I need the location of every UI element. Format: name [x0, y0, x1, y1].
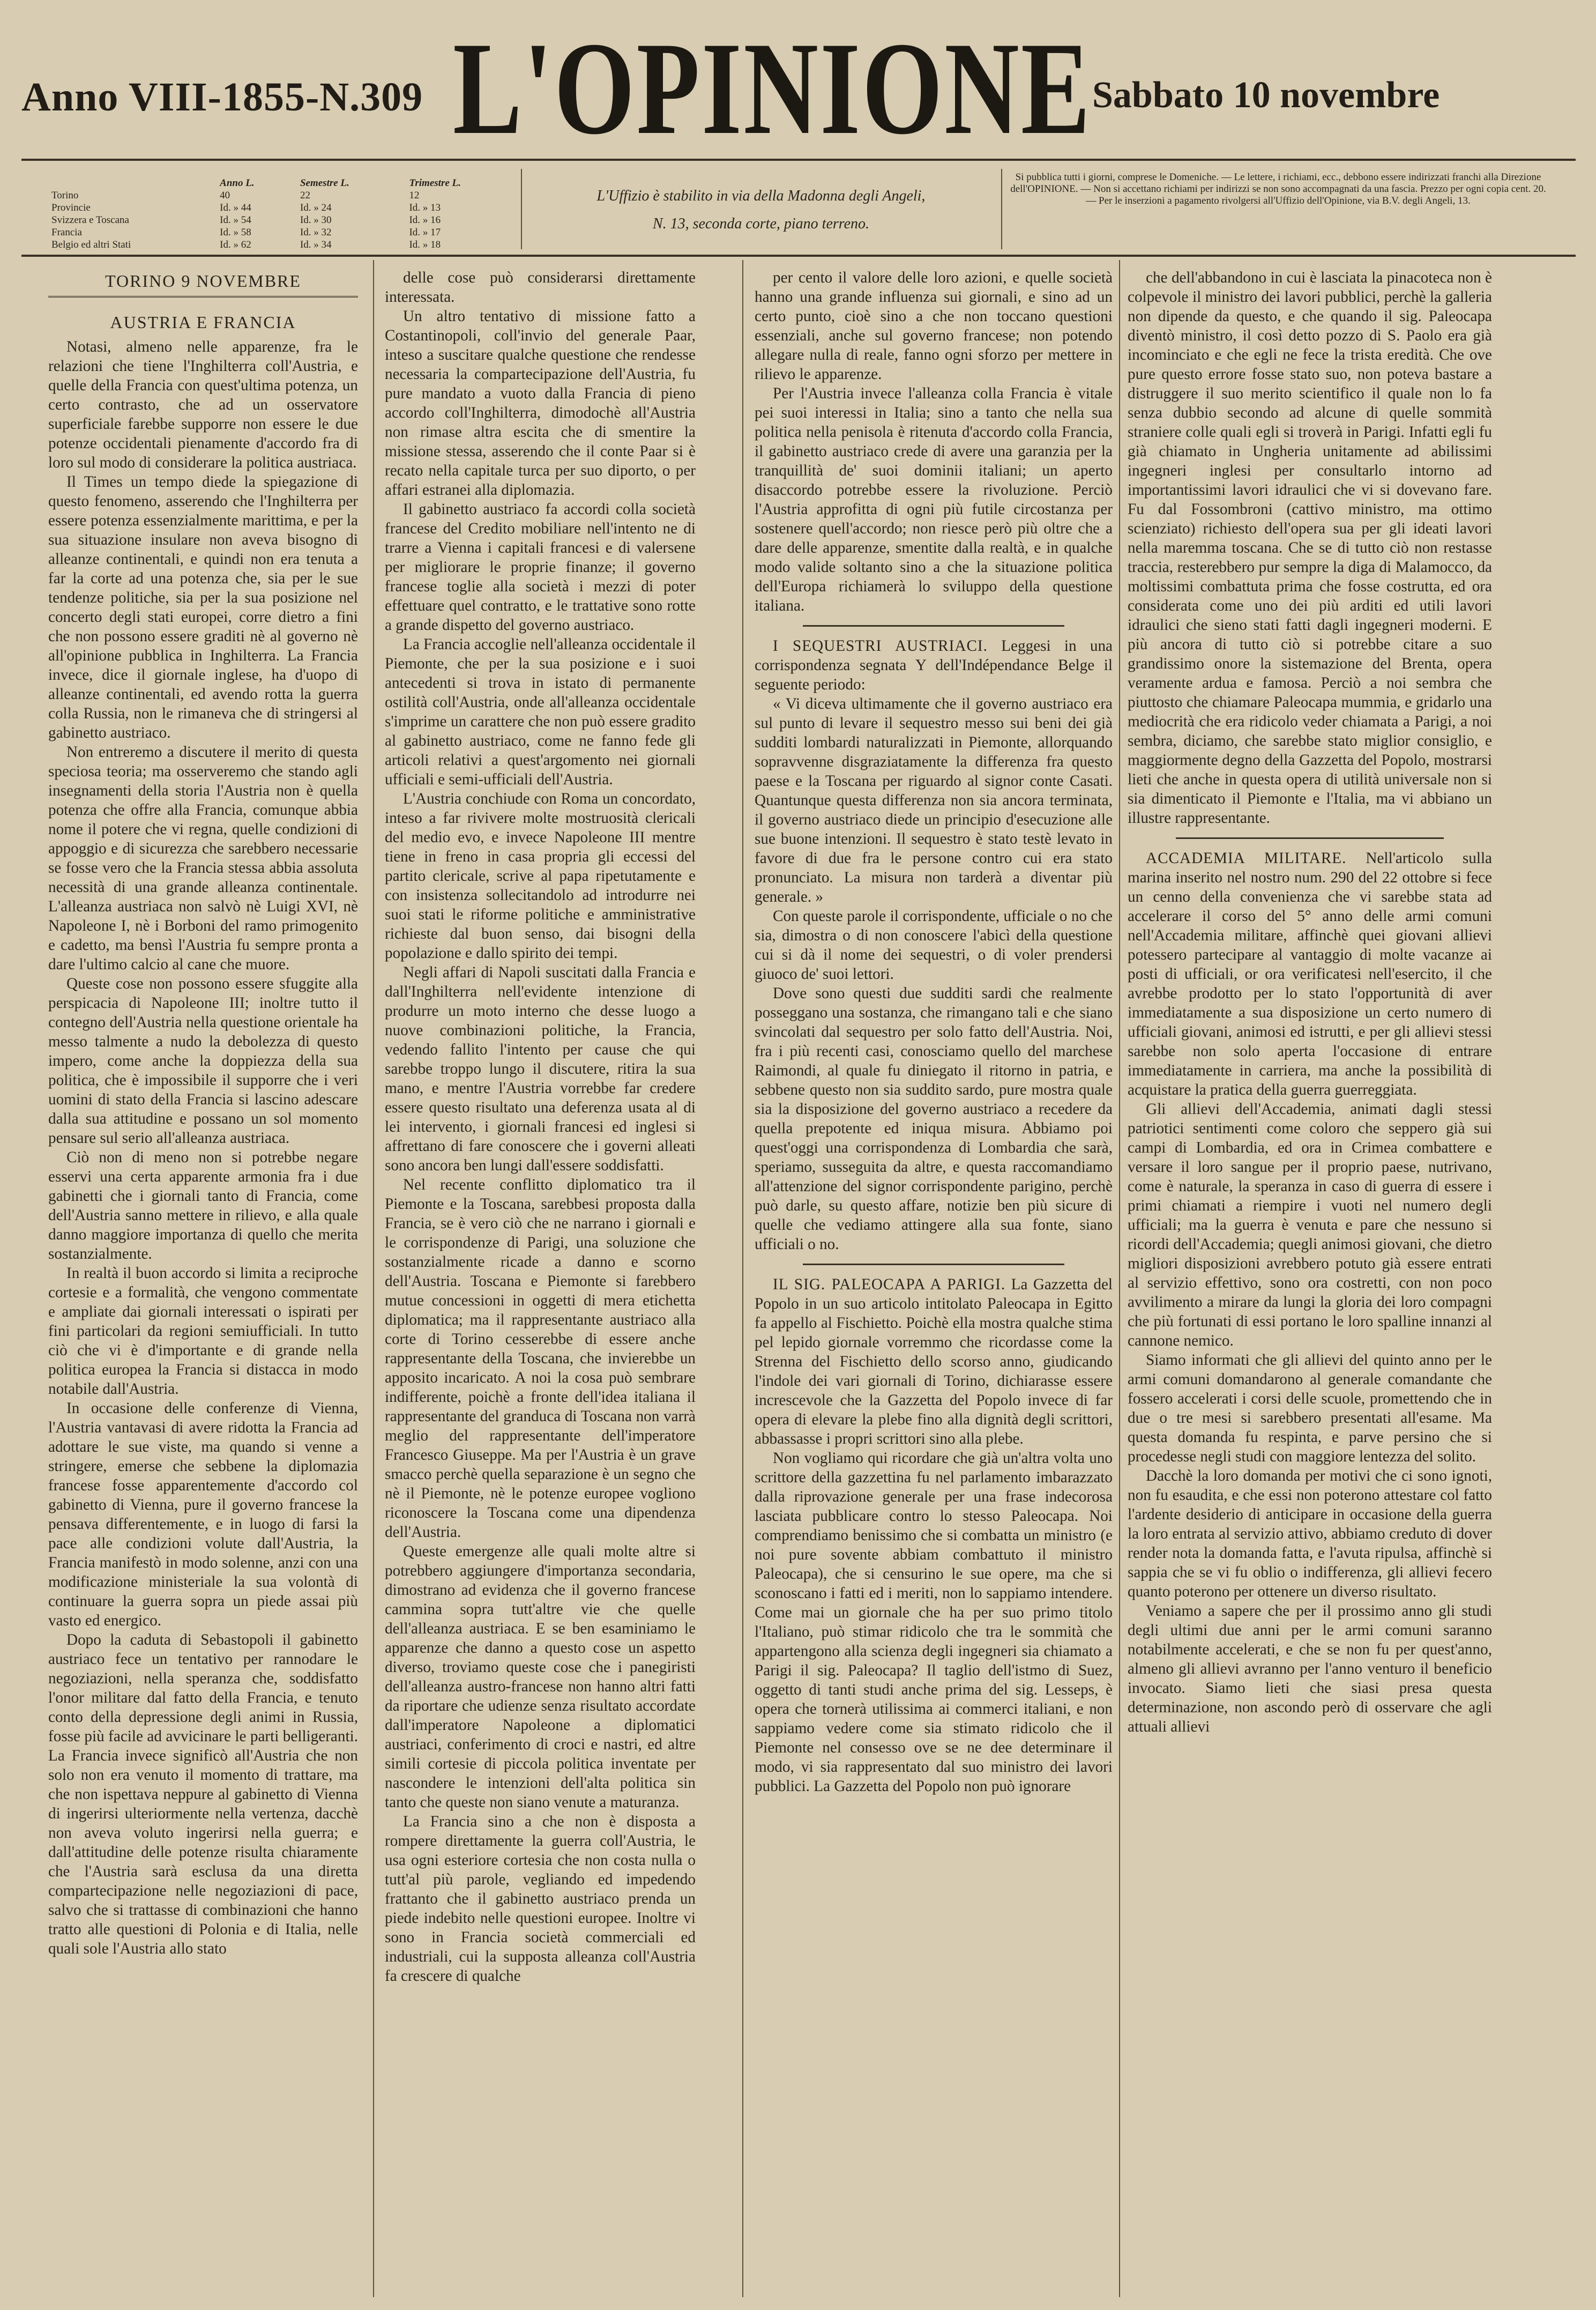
article-paragraph: Notasi, almeno nelle apparenze, fra le relazioni che tiene l'Inghilterra coll'Austria, e quelle della Francia con quest'ultima potenza, un certo contrasto, che ad un osservatore superficiale farebbe supporre non essere le due potenze occidentali pienamente d'accordo fra di loro sul modo di considerare la politica austriaca. [48, 338, 358, 471]
article-paragraph: Nel recente conflitto diplomatico tra il Piemonte e la Toscana, sarebbesi proposta dalla Francia, se è vero ciò che ne narrano i giornali e le corrispondenze di Parigi, una soluzione che sostanzialmente ricade a danno e scorno dell'Austria. Toscana e Piemonte si farebbero mutue concessioni in oggetti di mera etichetta diplomatica; ma il rappresentante austriaco alla corte di Torino cesserebbe di essere anche rappresentante della Toscana, che invierebbe un apposito incaricato. A noi la cosa può sembrare indifferente, poichè a fronte dell'idea italiana il rappresentante del granduca di Toscana non varrà meglio del rappresentante dell'imperatore Francesco Giuseppe. Ma per l'Austria è un grave smacco perchè quella separazione è un segno che nè il Piemonte, nè le potenze europee vogliono riconoscere la Toscana come una dipendenza dell'Austria. [385, 1176, 696, 1541]
price-amount: 16 [430, 214, 441, 226]
article-paragraph: Dopo la caduta di Sebastopoli il gabinetto austriaco fece un tentativo per rannodare le negoziazioni, nella speranza che, soddisfatto l'onor militare dal fatto della Francia, e tenuto conto della depressione degli animi in Russia, fosse più facile ad avvicinare le parti belligeranti. La Francia invece significò all'Austria che non solo non era venuto il momento di trattare, ma che non ispettava neppure al gabinetto di Vienna di ingerirsi ulteriormente nella vertenza, dacchè non aveva voluto ingerirsi nella guerra; e dall'attitudine delle potenze risulta chiaramente che l'Austria sarà esclusa da una diretta compartecipazione nelle negoziazioni di pace, salvo che si trattasse di combinazioni che hanno tratto alle questioni di Polonia e di Italia, nelle quali sole l'Austria allo stato [48, 1631, 358, 1957]
office-line: L'Uffizio è stabilito in via della Madonna degli Angeli, [596, 188, 926, 204]
price-region: Francia [51, 227, 82, 238]
price-value: Id. » 24 [300, 202, 332, 213]
column-divider [1119, 260, 1120, 2297]
article-paragraph: Queste cose non possono essere sfuggite alla perspicacia di Napoleone III; inoltre tutto il contegno dell'Austria nella questione orientale ha messo talmente a nudo la debolezza di questo impero, come anche la doppiezza della sua politica, che è impossibile il supporre che i veri uomini di stato della Francia si lascino adescare dalla sua attitudine e possano un sol momento pensare sul serio all'alleanza austriaca. [48, 975, 358, 1147]
article-paragraph: La Francia sino a che non è disposta a rompere direttamente la guerra coll'Austria, le usa ogni esteriore cortesia che non costa nulla o tutt'al più parole, vegliando ed impedendo frattanto che il gabinetto austriaco prenda un piede indebito nelle questioni europee. Inoltre vi sono in Francia società commerciali ed industriali, cui la supposta alleanza coll'Austria fa crescere di qualche [385, 1813, 696, 1985]
price-amount: 58 [241, 227, 251, 238]
section-label: I SEQUESTRI AUSTRIACI. [773, 637, 988, 655]
price-id-abbrev: Id. [220, 239, 231, 250]
price-id-abbrev: Id. [300, 202, 311, 213]
price-value: Id. » 62 [220, 239, 251, 250]
price-header [48, 177, 217, 189]
masthead [0, 0, 1596, 161]
price-row [48, 189, 520, 202]
price-row [48, 214, 520, 226]
article-paragraph: Con queste parole il corrispondente, ufficiale o no che sia, dimostra o di non conoscere l'abicì della questione cui si dà il nome dei sequestri, o di voler prendersi giuoco de' suoi lettori. [755, 908, 1113, 983]
price-id-abbrev: Id. [409, 239, 421, 250]
price-id-abbrev: Id. [300, 227, 311, 238]
price-value: Id. » 32 [300, 227, 332, 238]
article-paragraph: Dacchè la loro domanda per motivi che ci sono ignoti, non fu esaudita, e che essi non poterono attestare col fatto l'ardente desiderio di anticipare in occasione della guerra la loro entrata al servizio attivo, abbiamo creduto di dover render nota la domanda fatta, e l'avuta ripulsa, affinchè si sappia che se vi fu oblio o indifferenza, gli allievi fecero quanto poterono per ottenere un diverso risultato. [1128, 1467, 1492, 1600]
price-value: 12 [409, 190, 420, 201]
article-paragraph [1128, 849, 1492, 1100]
price-id-abbrev: Id. [220, 202, 231, 213]
price-amount: 44 [241, 202, 251, 213]
price-region: Provincie [51, 202, 91, 213]
article-separator [803, 1264, 1064, 1265]
dateline-rule [48, 296, 358, 298]
price-table [48, 177, 520, 251]
price-amount: 18 [430, 239, 441, 250]
article-paragraph: Non entreremo a discutere il merito di questa speciosa teoria; ma osserveremo che stando agli insegnamenti della storia l'Austria non è quella potenza che offre alla Francia, comunque abbia nome il potere che vi regna, quelle condizioni di appoggio e di sicurezza che sarebbero necessarie se fosse vero che la Francia stessa abbia assoluta necessità di una grande alleanza continentale. L'alleanza austriaca non salvò nè Luigi XVI, nè Napoleone I, nè i Borboni del ramo primogenito e cadetto, ma bensì l'Austria fu sempre pronta a dare l'ultimo calcio al cane che muore. [48, 744, 358, 973]
price-amount: 54 [241, 214, 251, 226]
price-amount: 17 [430, 227, 441, 238]
dateline: TORINO 9 NOVEMBRE [105, 271, 301, 291]
article-paragraph: Il Times un tempo diede la spiegazione di questo fenomeno, asserendo che l'Inghilterra per essere potenza essenzialmente marittima, e per la sua situazione insulare non aveva bisogno di alleanze continentali, e quindi non era tenuta a far la corte ad una potenza che, sia per le sue tendenze politiche, sia per la sua posizione nel concerto degli stati europei, corre dietro a fini che non possono essere graditi nè al governo nè all'opinione pubblica in Inghilterra. La Francia invece, dice il giornale inglese, ha d'uopo di alleanze continentali, ed avendo rotta la guerra colla Russia, non le rimaneva che di stringersi al gabinetto austriaco. [48, 473, 358, 741]
header-divider [1001, 169, 1002, 249]
section-label: IL SIG. PALEOCAPA A PARIGI. [773, 1276, 1006, 1293]
price-value: Id. » 44 [220, 202, 251, 213]
price-value: Id. » 30 [300, 214, 332, 226]
column-3 [755, 268, 1113, 1796]
paragraph-text: Nell'articolo sulla marina inserito nel nostro num. 290 del 22 ottobre si fece un cenno della convenienza che vi sarebbe stata ad accelerare il corso del 5° anno delle armi comuni nell'Accademia militare, affinchè quei giovani allievi potessero partecipare al vantaggio di molte vacanze ai posti di ufficiali, or ora verificatesi nell'esercito, il che avrebbe prodotto per lo stato l'opportunità di aver immediatamente a sua disposizione un certo numero di ufficiali giovani, animosi ed istrutti, e per gli allievi stessi sarebbe non solo aperta l'occasione di entrare immediatamente in carriera, ma anche la possibilità di acquistare la pratica della guerra guerreggiata. [1128, 850, 1493, 1098]
article-separator [803, 625, 1064, 627]
price-value: 40 [220, 190, 230, 201]
price-id-abbrev: Id. [220, 214, 231, 226]
article-paragraph: Un altro tentativo di missione fatto a Costantinopoli, coll'invio del generale Paar, inteso a suscitare qualche questione che rendesse necessaria la compartecipazione dell'Austria, fu pure mandato a vuoto dalla Francia di pieno accordo coll'Inghilterra, dimodochè all'Austria non rimase altra escita che di smentire la missione stessa, asserendo che il conte Paar si è recato nella capitale turca per suo diporto, o per affari estranei alla diplomazia. [385, 308, 696, 499]
price-value: Id. » 17 [409, 227, 441, 238]
price-region: Svizzera e Toscana [51, 214, 129, 226]
price-id-abbrev: Id. [409, 214, 421, 226]
column-1 [48, 268, 358, 1958]
price-value: Id. » 34 [300, 239, 332, 250]
price-row [48, 202, 520, 214]
header-bottom-rule [21, 255, 1576, 257]
publication-notice: Si pubblica tutti i giorni, comprese le Domeniche. — Le lettere, i richiami, ecc., debbono essere indirizzati franchi alla Direzione dell'OPINIONE. — Non si accettano richiami per indirizzi se non sono accompagnati da una fascia. Prezzo per ogni copia cent. 20. — Per le inserzioni a pagamento rivolgersi all'Uffizio dell'Opinione, via B.V. degli Angeli, 13. [1010, 172, 1546, 206]
price-amount: 30 [321, 214, 332, 226]
price-id-abbrev: Id. [220, 227, 231, 238]
price-row [48, 226, 520, 239]
price-value: 22 [300, 190, 310, 201]
article-paragraph: « Vi diceva ultimamente che il governo austriaco era sul punto di levare il sequestro messo sui beni dei già sudditi lombardi naturalizzati in Piemonte, allorquando sopravvenne disgraziatamente la differenza fra questo paese e la Toscana per riguardo al signor conte Casati. Quantunque questa differenza non sia ancora terminata, il governo austriaco diede un principio d'esecuzione alle sue buone intenzioni. Il sequestro è stato testè levato in favore di due fra le persone contro cui era stato pronunciato. La misura non tarderà a diventar più generale. » [755, 695, 1113, 905]
issue-number: Anno VIII-1855-N.309 [21, 75, 423, 120]
price-amount: 32 [321, 227, 332, 238]
article-paragraph: L'Austria conchiude con Roma un concordato, inteso a far rivivere molte mostruosità clericali del medio evo, e invece Napoleone III mentre tiene in freno in casa propria gli eccessi del partito clericale, scrive al papa ripetutamente e con insistenza sollecitandolo ad introdurre nei suoi stati le riforme politiche e amministrative richieste dal buon senso, dai bisogni della popolazione e dallo spirito dei tempi. [385, 790, 696, 962]
price-amount: 62 [241, 239, 251, 250]
newspaper-title: L'OPINIONE [453, 14, 1092, 162]
article-paragraph: delle cose può considerarsi direttamente interessata. [385, 269, 696, 306]
price-amount: 34 [321, 239, 332, 250]
article-paragraph: Gli allievi dell'Accademia, animati dagli stessi patriotici sentimenti come coloro che seppero già sui campi di Lombardia, ed ora in Crimea combattere e versare il loro sangue per il proprio paese, nutrivano, come è naturale, la speranza in caso di guerra di essere i primi chiamati a riempire i vuoti nel numero degli ufficiali; ma la guerra è venuta e pare che nessuno si ricordi dell'Accademia; quegli animosi giovani, che dietro migliori disposizioni avrebbero potuto già essere entrati al servizio effettivo, sono ora costretti, con non poco avvilimento a mirare da lungi la gloria dei loro compagni che più fortunati di essi portano le loro spalline innanzi al cannone nemico. [1128, 1101, 1492, 1349]
paragraph-text: La Gazzetta del Popolo in un suo articolo intitolato Paleocapa in Egitto fa appello al Fischietto. Poichè ella mostra qualche stima pel lepido giornale vorremmo che ricordasse come la Strenna del Fischietto dello scorso anno, giudicando l'indole dei vari giornali di Torino, dichiarasse essere increscevole che la Gazzetta del Popolo invece di far opera di elevare la plebe fino alla dignità degli scrittori, abbassasse i propri scrittori sino alla plebe. [755, 1276, 1113, 1447]
article-separator [1176, 837, 1444, 839]
column-4 [1128, 268, 1492, 1736]
price-region: Belgio ed altri Stati [51, 239, 131, 250]
article-paragraph: che dell'abbandono in cui è lasciata la pinacoteca non è colpevole il ministro dei lavori pubblici, perchè la galleria non dipende da questo, e che quando il sig. Paleocapa diventò ministro, il così detto pozzo di S. Paolo era già incominciato e che egli ne fece la trista eredità. Che ove pure questo errore fosse stato suo, non poteva bastare a distruggere il suo merito scientifico il quale non lo fa senza dubbio secondo ad alcune di quelle sommità straniere colle quali egli si troverà in Parigi. Infatti egli fu già chiamato in Ungheria unitamente ad abilissimi ingegneri inglesi per consultarlo intorno ad importantissimi lavori idraulici che vi si dovevano fare. Fu dal Fossombroni (cattivo ministro, ma ottimo scienziato) richiesto dell'opera sua per gli ideati lavori nella maremma toscana. Che se di tutto ciò non restasse traccia, resterebbero pur sempre la diga di Malamocco, da moltissimi combattuta prima che fosse costrutta, ed ora considerata come uno dei più arditi ed utili lavori idraulici che sieno stati fatti dagli ingegneri moderni. E più ancora di tutto ciò si potrebbe citare a suo grandissimo onore la sistemazione del Brenta, opera veramente ardua e famosa. Perciò a noi sembra che piuttosto che chiamare Paleocapa mummia, e gridarlo una mediocrità che era ridicolo veder chiamata a Parigi, a noi sembra, diciamo, che sarebbe stato miglior consiglio, e maggiormente degno della Gazzetta del Popolo, mostrarsi lieti che anche in questa opera di utilità universale non si sia dimenticato il Piemonte e l'Italia, ma vi abbiano un illustre rappresentante. [1128, 269, 1492, 827]
masthead-rule [21, 159, 1576, 161]
article-heading: AUSTRIA E FRANCIA [110, 313, 296, 332]
price-header-row [48, 177, 520, 189]
office-line: N. 13, seconda corte, piano terreno. [652, 216, 870, 232]
section-label: ACCADEMIA MILITARE. [1146, 850, 1347, 867]
article-paragraph: Dove sono questi due sudditi sardi che realmente posseggano una sostanza, che rimangano tali e che siano svincolati dal sequestro per solo fatto dell'Austria. Noi, fra i più recenti casi, conosciamo quello del marchese Raimondi, al quale fu diniegato il ritorno in patria, e sebbene questo non sia suddito sardo, pure mostra quale sia la disposizione del governo austriaco a recedere da quella prepotente ed iniqua misura. Abbiamo poi quest'oggi una corrispondenza di Lombardia che sarà, speriamo, susseguita da altre, e questa raccomandiamo all'attenzione del signor corrispondente parigino, perchè può darle, su questo affare, notizie ben più sicure di quelle che vediamo attingere alla sua fonte, siano ufficiali o no. [755, 985, 1113, 1253]
price-id-abbrev: Id. [409, 202, 421, 213]
article-paragraph [755, 636, 1113, 694]
article-paragraph: Queste emergenze alle quali molte altre si potrebbero aggiungere d'importanza secondaria, dimostrano ad evidenza che il governo francese cammina sopra tutt'altre vie che quelle dell'alleanza austriaca. E se ben esaminiamo le apparenze che danno a questo cose un aspetto diverso, troviamo queste cose che i panegiristi dell'alleanza austro-francese non hanno altri fatti da riportare che udienze senza risultato accordate dall'imperatore Napoleone a diplomatici austriaci, conferimento di croci e nastri, ed altre simili cortesie di piccola politica inventate per nascondere le intenzioni dell'alta politica sin tanto che queste non siano venute a maturanza. [385, 1543, 696, 1811]
column-divider [373, 260, 374, 2297]
article-paragraph: Siamo informati che gli allievi del quinto anno per le armi comuni domandarono al generale comandante che fossero accelerati i corsi delle scuole, promettendo che in due o tre mesi si sarebbero presentati all'esame. Ma questa domanda fu respinta, e parve persino che si procedesse negli studi con maggiore lentezza del solito. [1128, 1351, 1492, 1465]
office-address [525, 182, 997, 238]
issue-date: Sabbato 10 novembre [1092, 75, 1440, 116]
price-value: Id. » 54 [220, 214, 251, 226]
price-amount: 24 [321, 202, 332, 213]
article-paragraph: Il gabinetto austriaco fa accordi colla società francese del Credito mobiliare nell'intento ne di trarre a Vienna i capitali francesi e di valersene per migliorare le proprie finanze; il governo francese toglie alla società i mezzi di poter effettuare quel contratto, e le trattative sono rotte a grande dispetto del governo austriaco. [385, 501, 696, 634]
column-divider [742, 260, 743, 2297]
column-2 [385, 268, 696, 1986]
price-id-abbrev: Id. [409, 227, 421, 238]
article-paragraph: In occasione delle conferenze di Vienna, l'Austria vantavasi di avere ridotta la Francia ad adottare le sue viste, ma quando si venne a stringere, emerse che sebbene la diplomazia francese fosse apparentemente d'accordo col gabinetto di Vienna, pure il governo francese la pensava differentemente, e in luogo di farsi la pace alle condizioni volute dall'Austria, la Francia manifestò in modo solenne, anzi con una modificazione ministeriale la sua volontà di continuare la guerra sopra un piede assai più vasto ed energico. [48, 1400, 358, 1629]
price-id-abbrev: Id. [300, 214, 311, 226]
price-region: Torino [51, 190, 79, 201]
price-header: Semestre L. [300, 177, 349, 189]
price-value: Id. » 16 [409, 214, 441, 226]
price-row [48, 239, 520, 251]
price-value: Id. » 58 [220, 227, 251, 238]
price-value: Id. » 18 [409, 239, 441, 250]
price-id-abbrev: Id. [300, 239, 311, 250]
article-paragraph: Non vogliamo qui ricordare che già un'altra volta uno scrittore della gazzettina fu nel parlamento imbarazzato dalla riprovazione generale per una frase indecorosa lasciata pubblicare contro lo stesso Paleocapa. Noi comprendiamo benissimo che si combatta un ministro (e noi pure sovente abbiam combattuto il ministro Paleocapa), che si censurino le sue opere, ma che si sconoscano i fatti ed i meriti, non lo sappiamo intendere. Come mai un giornale che ha per suo primo titolo l'Italiano, può stimar ridicolo che tra le sommità che appartengono alla scienza degli ingegneri sia chiamato a Parigi il sig. Paleocapa? Il taglio dell'istmo di Suez, oggetto di tanti studi anche prima del sig. Lesseps, è opera che tornerà utilissima ai commerci italiani, e non sappiamo vedere come sia stimato ridicolo che il Piemonte nel consesso ove se ne dee determinare il modo, vi sia rappresentato dal suo ministro dei lavori pubblici. La Gazzetta del Popolo non può ignorare [755, 1450, 1113, 1795]
article-paragraph: Veniamo a sapere che per il prossimo anno gli studi degli ultimi due anni per le armi comuni saranno notabilmente accelerati, e che se non fu per quest'anno, almeno gli allievi avranno per l'anno venturo il beneficio invocato. Siamo lieti che siasi presa questa determinazione, non ascondo però di osservare che agli attuali allievi [1128, 1602, 1492, 1735]
article-paragraph: Ciò non di meno non si potrebbe negare esservi una certa apparente armonia fra i due gabinetti che i giornali tanto di Francia, come dell'Austria sanno mettere in rilievo, e alla quale danno maggiore importanza di quello che merita sostanzialmente. [48, 1149, 358, 1262]
paragraph-text: Leggesi in una corrispondenza segnata Y dell'Indépendance Belge il seguente periodo: [755, 637, 1113, 693]
subscription-prices [48, 177, 520, 251]
article-paragraph: per cento il valore delle loro azioni, e quelle società hanno una grande influenza sui giornali, e sino ad un certo punto, cioè sino a che non toccano questioni essenziali, anche sul governo francese; non potendo allegare nulla di reale, fanno ogni sforzo per mettere in rilievo le apparenze. [755, 269, 1113, 383]
price-header: Anno L. [220, 177, 255, 189]
price-header: Trimestre L. [409, 177, 461, 189]
article-paragraph: In realtà il buon accordo si limita a reciproche cortesie e a formalità, che vengono commentate e ampliate dai giornali interessati o ispirati per fini particolari da regioni semiufficiali. In tutto ciò che vi è d'importante e di grande nella politica europea la Francia si distacca in modo notabile dall'Austria. [48, 1265, 358, 1398]
price-value: Id. » 13 [409, 202, 441, 213]
article-paragraph [755, 1275, 1113, 1449]
price-amount: 13 [430, 202, 441, 213]
article-paragraph: La Francia accoglie nell'alleanza occidentale il Piemonte, che per la sua posizione e i suoi antecedenti si trova in istato di permanente ostilità coll'Austria, onde all'alleanza occidentale s'imprime un carattere che non può essere gradito al gabinetto austriaco, come ne fanno fede gli articoli relativi a quest'argomento nei giornali ufficiali e semi-ufficiali dell'Austria. [385, 636, 696, 788]
article-paragraph: Per l'Austria invece l'alleanza colla Francia è vitale pei suoi interessi in Italia; sino a tanto che nella sua politica nella penisola è ritenuta d'accordo colla Francia, il gabinetto austriaco crede di avere una garanzia per la tranquillità de' suoi dominii italiani; un aperto disaccordo potrebbe essere la rivoluzione. Perciò l'Austria approfitta di ogni più futile circostanza per sostenere quell'accordo; non riesce però più oltre che a dare delle apparenze, smentite dalla realtà, e in qualche modo valide soltanto sino a che la situazione politica dell'Europa richiamerà lo sviluppo della questione italiana. [755, 385, 1113, 614]
article-paragraph: Negli affari di Napoli suscitati dalla Francia e dall'Inghilterra nell'evidente intenzione di produrre un moto interno che desse luogo a nuove combinazioni politiche, la Francia, vedendo fallito l'intento per cause che qui sarebbe troppo lungo il discutere, ritira la sua mano, e mentre l'Austria vorrebbe far credere essere questo risultato una deferenza usata al di lei intervento, i giornali francesi ed inglesi si affrettano di fare conoscere che i governi alleati sono ancora ben lungi dall'essere soddisfatti. [385, 964, 696, 1174]
header-divider [521, 169, 522, 249]
